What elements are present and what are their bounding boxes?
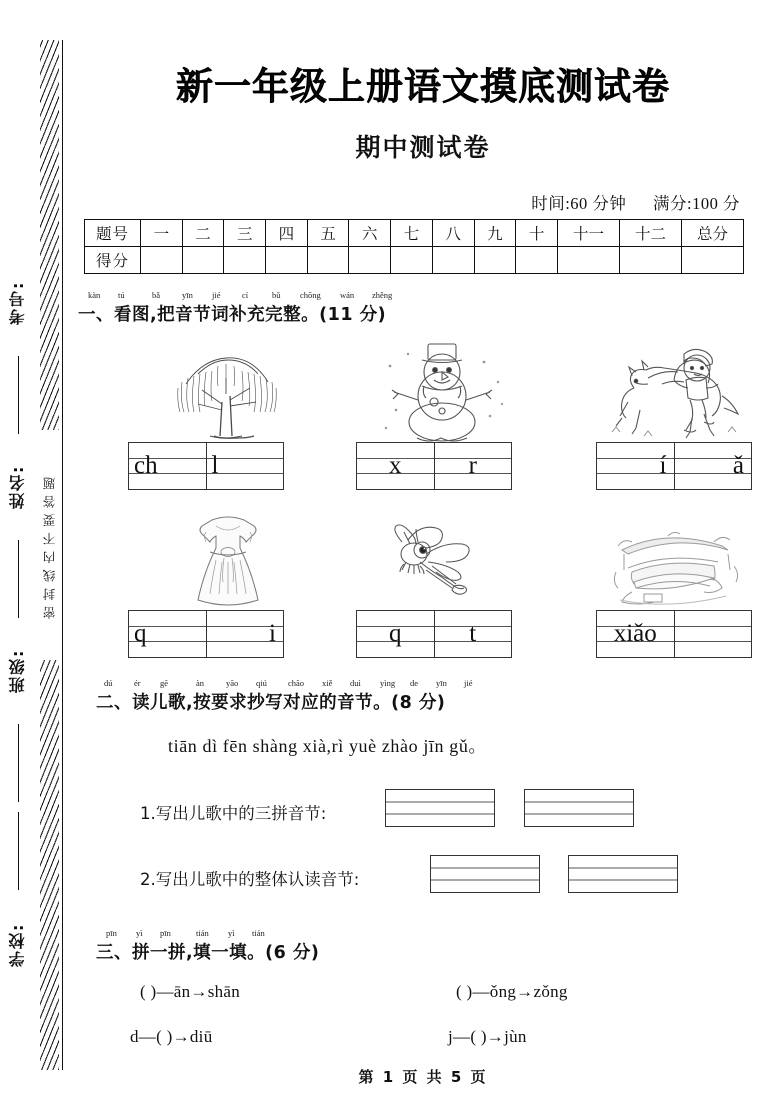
answer-grid-2-2-b-cell-1[interactable]: [569, 856, 677, 892]
student-field-rule-3: [18, 724, 19, 802]
pinyin-grid-1-cell-2-text: l: [211, 452, 219, 479]
pinyin-token: xiě: [322, 678, 333, 688]
pinyin-token: tú: [118, 290, 125, 300]
page-subtitle: 期中测试卷: [355, 133, 491, 162]
student-field-rule-2: [18, 540, 19, 618]
section-2-title: 二、读儿歌,按要求抄写对应的音节。: [96, 693, 392, 713]
section-2-question-1-label: 1.写出儿歌中的三拼音节:: [140, 804, 327, 823]
pinyin-token: yāo: [226, 678, 239, 688]
score-cell-7[interactable]: [391, 247, 433, 274]
pinyin-token: jié: [212, 290, 221, 300]
picture-snowman: [372, 342, 512, 442]
pinyin-token: duì: [350, 678, 361, 688]
pinyin-grid-6-cell-1[interactable]: [597, 611, 675, 657]
exam-meta: [509, 190, 740, 214]
pinyin-token: zhěng: [372, 290, 393, 300]
pinyin-grid-3-cell-1[interactable]: [597, 443, 675, 489]
student-field-name: 姓名:: [8, 464, 27, 510]
pinyin-token: qiú: [256, 678, 267, 688]
picture-girl-riding-horse: [600, 344, 750, 440]
answer-grid-2-1-a[interactable]: [385, 789, 495, 827]
pinyin-grid-6-cell-2[interactable]: [675, 611, 752, 657]
score-table-column-6: 六: [349, 220, 391, 247]
pinyin-grid-3[interactable]: [596, 442, 752, 490]
score-cell-2[interactable]: [182, 247, 224, 274]
pinyin-grid-4-cell-2[interactable]: [207, 611, 284, 657]
score-cell-4[interactable]: [266, 247, 308, 274]
pinyin-grid-2[interactable]: [356, 442, 512, 490]
pinyin-token: de: [410, 678, 419, 688]
pinyin-grid-1-cell-1-text: ch: [134, 452, 158, 479]
section-3-item-3[interactable]: d—( )→diū: [130, 1027, 213, 1046]
score-cell-8[interactable]: [432, 247, 474, 274]
score-table-column-4: 四: [266, 220, 308, 247]
pinyin-token: chāo: [288, 678, 305, 688]
answer-grid-2-2-a[interactable]: [430, 855, 540, 893]
pinyin-token: pīn: [160, 928, 171, 938]
student-field-exam-number: 考号:: [8, 280, 27, 326]
pinyin-grid-1-cell-2[interactable]: [207, 443, 284, 489]
pinyin-grid-6-cell-1-text: xiǎo: [613, 620, 657, 647]
pinyin-grid-6[interactable]: [596, 610, 752, 658]
pinyin-grid-5-cell-2-text: t: [469, 620, 477, 647]
pinyin-grid-5[interactable]: [356, 610, 512, 658]
section-3-title: 三、拼一拼,填一填。: [96, 943, 266, 963]
score-table-row-label-score: 得分: [85, 247, 141, 274]
pinyin-token: wán: [340, 290, 355, 300]
exam-time-label: 时间:60 分钟: [531, 194, 627, 213]
section-2-points: (8 分): [391, 693, 446, 713]
pinyin-grid-2-cell-2[interactable]: [435, 443, 512, 489]
pinyin-grid-3-cell-1-text: í: [659, 452, 667, 479]
answer-grid-2-2-b[interactable]: [568, 855, 678, 893]
score-table-column-11: 十一: [558, 220, 620, 247]
pinyin-grid-3-cell-2[interactable]: [675, 443, 752, 489]
score-table-column-9: 九: [474, 220, 516, 247]
pinyin-token: bǔ: [272, 290, 281, 300]
pinyin-grid-4-cell-1-text: q: [134, 620, 147, 647]
erge-text: tiān dì fēn shàng xià,rì yuè zhào jīn gǔ。: [168, 736, 488, 756]
pinyin-grid-2-cell-2-text: r: [468, 452, 477, 479]
pinyin-grid-2-cell-1[interactable]: [357, 443, 435, 489]
pinyin-token: kàn: [88, 290, 101, 300]
section-1-title-row: [78, 301, 386, 326]
pinyin-token: tián: [252, 928, 265, 938]
answer-grid-2-1-b[interactable]: [524, 789, 634, 827]
score-cell-5[interactable]: [307, 247, 349, 274]
pinyin-token: àn: [196, 678, 205, 688]
seal-margin: [0, 0, 78, 1103]
seal-vertical-rule: [62, 40, 63, 1070]
pinyin-token: yì: [136, 928, 143, 938]
score-cell-12[interactable]: [620, 247, 682, 274]
score-cell-9[interactable]: [474, 247, 516, 274]
exam-total-label: 满分:100 分: [653, 194, 740, 213]
pinyin-grid-1[interactable]: [128, 442, 284, 490]
answer-grid-2-2-a-cell-1[interactable]: [431, 856, 539, 892]
picture-dragonfly: [368, 522, 518, 602]
page-footer: 第 1 页 共 5 页: [358, 1068, 488, 1086]
score-table-column-2: 二: [182, 220, 224, 247]
section-2-question-2: [140, 866, 359, 890]
pinyin-token: bǎ: [152, 290, 161, 300]
section-3-item-1[interactable]: ( )—ān→shān: [140, 982, 241, 1001]
score-cell-13[interactable]: [682, 247, 744, 274]
pinyin-grid-5-cell-2[interactable]: [435, 611, 512, 657]
section-3-title-row: [96, 939, 319, 964]
pinyin-grid-1-cell-1[interactable]: [129, 443, 207, 489]
answer-grid-2-1-b-cell-1[interactable]: [525, 790, 633, 826]
score-table-column-3: 三: [224, 220, 266, 247]
pinyin-token: gē: [160, 678, 169, 688]
pinyin-token: dú: [104, 678, 113, 688]
section-1-points: (11 分): [319, 305, 387, 325]
pinyin-token: cí: [242, 290, 249, 300]
score-cell-6[interactable]: [349, 247, 391, 274]
score-table-column-1: 一: [141, 220, 183, 247]
pinyin-grid-4-cell-1[interactable]: [129, 611, 207, 657]
score-table-column-7: 七: [391, 220, 433, 247]
pinyin-grid-5-cell-1[interactable]: [357, 611, 435, 657]
seal-notice-text: 密封线内不要答题: [39, 430, 60, 660]
pinyin-token: pīn: [106, 928, 117, 938]
pinyin-grid-4-cell-2-text: i: [269, 620, 276, 647]
picture-dress: [168, 512, 288, 608]
pinyin-token: chōng: [300, 290, 321, 300]
score-table-column-8: 八: [432, 220, 474, 247]
section-3-points: (6 分): [265, 943, 320, 963]
student-field-school: 学校:: [8, 922, 27, 968]
pinyin-token: tián: [196, 928, 209, 938]
score-table-column-13: 总分: [682, 220, 744, 247]
section-3-item-2[interactable]: ( )—ǒng→zǒng: [456, 982, 568, 1001]
score-table-score-row: [85, 247, 744, 274]
picture-stone-bridge: [608, 516, 748, 608]
pinyin-token: jié: [464, 678, 473, 688]
section-2-question-2-label: 2.写出儿歌中的整体认读音节:: [140, 870, 360, 889]
pinyin-grid-3-cell-2-text: ǎ: [732, 452, 744, 479]
section-2-title-row: [96, 689, 445, 714]
pinyin-grid-2-cell-1-text: x: [389, 452, 402, 479]
section-3-item-4[interactable]: j—( )→jùn: [448, 1027, 527, 1046]
answer-grid-2-1-a-cell-1[interactable]: [386, 790, 494, 826]
picture-willow-tree: [152, 344, 302, 440]
pinyin-grid-4[interactable]: [128, 610, 284, 658]
score-cell-1[interactable]: [141, 247, 183, 274]
pinyin-token: yīn: [436, 678, 447, 688]
score-table-header-row: [85, 220, 744, 247]
student-field-rule-1: [18, 356, 19, 434]
pinyin-token: ér: [134, 678, 141, 688]
score-cell-10[interactable]: [516, 247, 558, 274]
pinyin-token: yì: [228, 928, 235, 938]
pinyin-token: yīn: [182, 290, 193, 300]
score-table-column-12: 十二: [620, 220, 682, 247]
score-cell-11[interactable]: [558, 247, 620, 274]
pinyin-token: yìng: [380, 678, 396, 688]
score-table-row-label-question: 题号: [85, 220, 141, 247]
score-table-column-5: 五: [307, 220, 349, 247]
score-table-column-10: 十: [516, 220, 558, 247]
student-field-class: 班级:: [8, 648, 27, 694]
page-title: 新一年级上册语文摸底测试卷: [176, 65, 670, 108]
score-cell-3[interactable]: [224, 247, 266, 274]
pinyin-grid-5-cell-1-text: q: [389, 620, 402, 647]
score-table: [84, 219, 744, 274]
section-2-question-1: [140, 800, 326, 824]
student-field-rule-4: [18, 812, 19, 890]
section-1-title: 一、看图,把音节词补充完整。: [78, 305, 320, 325]
